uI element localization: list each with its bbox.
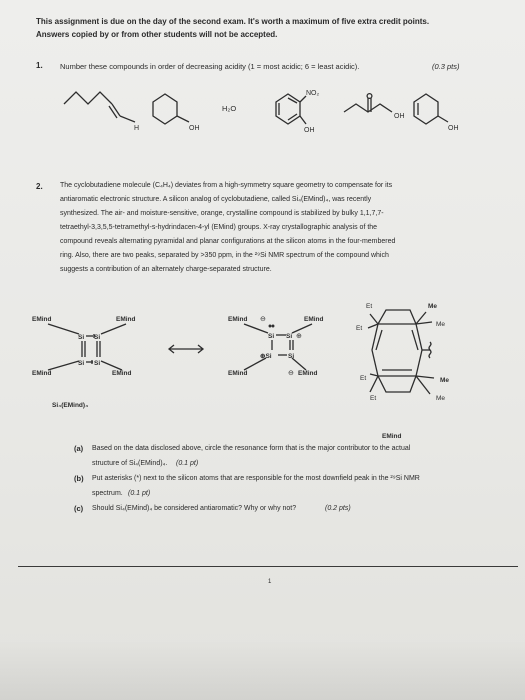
part-b-text: Put asterisks (*) next to the silicon atoms that are responsible for the most downfield peak in the ²⁹Si NMR: [92, 475, 420, 482]
si4-neutral-structure: [30, 312, 150, 392]
q2-paragraph-line: The cyclobutadiene molecule (C₄H₄) deviates from a high-symmetry square geometry to compensate for its: [60, 182, 393, 189]
q1-compound-cyclohexanol: [143, 88, 213, 138]
part-c-points: (0.2 pts): [325, 505, 351, 512]
label-oh: OH: [304, 127, 315, 134]
emind-ligand-structure: [356, 300, 466, 445]
page-number: 1: [268, 579, 272, 585]
svg-text:EMind: EMind: [116, 316, 136, 323]
part-c-text: Should Si₄(EMind)₄ be considered antiaromatic? Why or why not?: [92, 505, 297, 512]
svg-text:EMind: EMind: [304, 316, 324, 323]
q1-points: (0.3 pts): [432, 62, 460, 71]
svg-text:EMind: EMind: [228, 370, 248, 377]
q2-paragraph-line: suggests a contribution of an alternately charge-separated structure.: [60, 266, 272, 273]
assignment-note: This assignment is due on the day of the second exam. It's worth a maximum of five extra credit points.: [36, 17, 430, 26]
part-c-letter: (c): [74, 504, 84, 513]
svg-text:Et: Et: [360, 375, 367, 382]
bottom-rule: [18, 566, 518, 567]
q1-number: 1.: [36, 61, 43, 70]
label-no2: NO₂: [306, 90, 320, 97]
q1-prompt: Number these compounds in order of decreasing acidity (1 = most acidic; 6 = least acidic).: [60, 62, 360, 71]
svg-text:Si: Si: [94, 334, 101, 341]
label-h: H: [134, 125, 140, 132]
label-oh: OH: [394, 113, 405, 120]
svg-text:Si: Si: [288, 353, 295, 360]
part-b-letter: (b): [74, 474, 84, 483]
q1-compound-cyclohexenol: [404, 88, 474, 138]
svg-text:EMind: EMind: [112, 370, 132, 377]
svg-text:Me: Me: [428, 303, 438, 310]
svg-text:Et: Et: [366, 303, 373, 310]
q2-paragraph-line: antiaromatic electronic structure. A silicon analog of cyclobutadiene, called Si₄(EMind)₄, was recently: [60, 196, 372, 203]
svg-text:Et: Et: [370, 395, 377, 402]
q2-paragraph-line: compound reveals alternating pyramidal and planar configurations at the silicon atoms in the four-membered: [60, 238, 396, 245]
svg-text:Et: Et: [356, 325, 363, 332]
svg-text:EMind: EMind: [32, 316, 52, 323]
part-b-cont: spectrum.: [92, 490, 123, 497]
svg-text:⊖: ⊖: [288, 370, 294, 377]
svg-text:Si: Si: [268, 333, 275, 340]
q1-compound-water: H₂O: [222, 104, 237, 113]
svg-text:EMind: EMind: [32, 370, 52, 377]
svg-text:⊕: ⊕: [296, 333, 302, 340]
q1-compound-aldehyde: [60, 82, 140, 137]
q1-compound-acid: [340, 84, 410, 134]
q2-paragraph-line: ring. Also, there are two peaks, separated by >350 ppm, in the ²⁹Si NMR spectrum of the compound which: [60, 252, 389, 259]
q2-number: 2.: [36, 182, 43, 191]
q2-paragraph-line: synthesized. The air- and moisture-sensitive, orange, crystalline compound is stabilized by bulky 1,1,7,7-: [60, 210, 384, 217]
svg-text:Me: Me: [436, 395, 446, 402]
svg-text:EMind: EMind: [298, 370, 318, 377]
svg-text:EMind: EMind: [228, 316, 248, 323]
part-a-points: (0.1 pt): [176, 460, 199, 467]
q1-compound-nitrophenol: [262, 84, 332, 139]
svg-text:Si: Si: [94, 360, 101, 367]
svg-text:Si: Si: [78, 334, 85, 341]
svg-text:EMind: EMind: [382, 433, 402, 440]
label-oh: OH: [189, 125, 200, 132]
svg-text:Me: Me: [440, 377, 450, 384]
part-a-letter: (a): [74, 444, 84, 453]
svg-text:Si: Si: [78, 360, 85, 367]
part-a-cont: structure of Si₄(EMind)₄.: [92, 460, 168, 467]
svg-text:Si: Si: [286, 333, 293, 340]
part-a-text: Based on the data disclosed above, circle the resonance form that is the major contributor to the actual: [92, 445, 411, 452]
resonance-arrow: [166, 344, 206, 354]
page-shadow: [0, 640, 525, 700]
label-oh: OH: [448, 125, 459, 132]
compound-label: Si₄(EMind)₄: [52, 402, 89, 409]
svg-text:Me: Me: [436, 321, 446, 328]
part-b-points: (0.1 pt): [128, 490, 151, 497]
si4-charge-separated-structure: [226, 312, 346, 394]
copy-warning: Answers copied by or from other students will not be accepted.: [36, 30, 278, 39]
svg-text:⊕Si: ⊕Si: [260, 353, 272, 360]
q2-paragraph-line: tetraethyl-3,3,5,5-tetramethyl-s-hydrindacen-4-yl (EMind) groups. X-ray crystallographic analysis of the: [60, 224, 378, 231]
svg-text:⊖: ⊖: [260, 316, 266, 323]
